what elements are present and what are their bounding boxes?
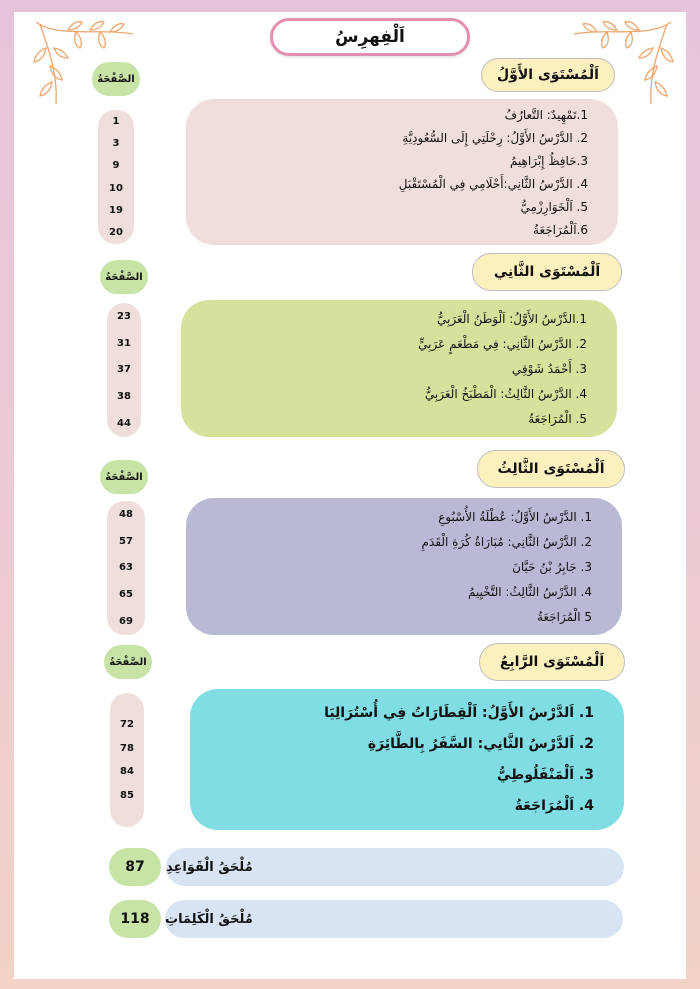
page-number: 31	[117, 337, 131, 349]
page-number: 72	[120, 719, 134, 731]
page-number: 85	[120, 789, 134, 801]
level-2-lessons	[181, 300, 617, 437]
page-number: 37	[117, 364, 131, 376]
lesson-item: 4. الدَّرْسُ الثَّالِثُ: الْمَطْبَخُ الْعَرَبِيُّ	[424, 386, 587, 401]
lesson-item: 5. اَلْخَوَارِزْمِيُّ	[520, 199, 588, 214]
lesson-item: 6.اَلْمُرَاجَعَةُ	[533, 222, 588, 237]
lesson-item: 1. الدَّرْسُ الأَوَّلُ: عُطْلَةُ الأُسْبُوعِ	[438, 509, 592, 524]
page-number: 84	[120, 766, 134, 778]
lesson-item: 2. اَلدَّرْسُ الثَّانِي: السَّفَرُ بِالطَّائِرَةِ	[367, 735, 594, 752]
level-4-page-numbers	[110, 693, 144, 827]
level-3-page-numbers	[107, 501, 145, 635]
lesson-item: 4. الدَّرْسُ الثَّانِي:أَحْلَامِي فِي الْمُسْتَقْبَلِ	[398, 176, 588, 191]
lesson-item: 4. الدَّرْسُ الثَّالِثُ: التَّخْيِيمُ	[468, 584, 592, 599]
lesson-item: 3. اَلْمَنْفَلُوطِيُّ	[496, 767, 594, 784]
lesson-item: 1.تَمْهِيدٌ: التَّعارُفُ	[504, 107, 588, 122]
page-number: 19	[109, 204, 123, 216]
page-title: اَلْفِهرِسُ	[270, 18, 470, 56]
lesson-item: 3. أَحْمَدُ شَوْقِي	[511, 361, 587, 376]
page-number: 63	[119, 562, 133, 574]
level-4-lessons	[190, 689, 624, 830]
appendix-vocabulary-page: 118	[109, 900, 161, 938]
index-page	[14, 12, 686, 979]
appendix-grammar-page: 87	[109, 848, 161, 886]
page-column-label-1: الصَّفْحَةُ	[92, 62, 140, 96]
page-number: 65	[119, 589, 133, 601]
level-2-heading: اَلْمُسْتَوَى الثَّانِي	[472, 253, 622, 291]
page-number: 48	[119, 508, 133, 520]
page-number: 69	[119, 616, 133, 628]
page-number: 23	[117, 310, 131, 322]
lesson-item: 2. الدَّرْسُ الثَّانِي: مُبَارَاةُ كُرَةِ الْقَدَمِ	[421, 534, 592, 549]
page-number: 78	[120, 742, 134, 754]
lesson-item: 3.حَافِظُ إِبْرَاهِيمُ	[509, 153, 588, 168]
appendix-vocabulary: مُلْحَقُ الْكَلِمَاتِ	[165, 900, 623, 938]
page-number: 20	[109, 227, 123, 239]
page-number: 9	[112, 160, 120, 172]
lesson-item: 5. الْمُرَاجَعَةُ	[528, 411, 587, 426]
page-number: 57	[119, 535, 133, 547]
level-1-page-numbers	[98, 110, 134, 244]
level-2-page-numbers	[107, 303, 141, 437]
page-number: 3	[112, 137, 120, 149]
lesson-item: 4. اَلْمُرَاجَعَةُ	[514, 798, 594, 815]
page-column-label-2: الصَّفْحَةُ	[100, 260, 148, 294]
lesson-item: 2. الدَّرْسُ الأَوَّلُ: رِحْلَتِي إِلَى السُّعُودِيَّةِ	[402, 130, 588, 145]
lesson-item: 1.الدَّرْسُ الأَوَّلُ: اَلْوَطَنُ الْعَرَبِيُّ	[437, 311, 587, 326]
page-number: 44	[117, 418, 131, 430]
level-4-heading: اَلْمُسْتَوَى الرَّابِعُ	[479, 643, 625, 681]
lesson-item: 2. الدَّرْسُ الثَّانِي: فِي مَطْعَمٍ عَرَبِيٍّ	[418, 336, 587, 351]
page-number: 1	[112, 115, 120, 127]
lesson-item: 1. اَلدَّرْسُ الأَوَّلُ: اَلْقِطَارَاتُ فِي أُسْتُرَالِيَا	[324, 704, 594, 721]
page-number: 10	[109, 182, 123, 194]
lesson-item: 3. جَابِرُ بْنُ حَيَّانَ	[512, 559, 592, 574]
page-number: 38	[117, 391, 131, 403]
lesson-item: 5 الْمُرَاجَعَةُ	[537, 609, 592, 624]
level-1-lessons	[186, 99, 618, 245]
level-3-lessons	[186, 498, 622, 635]
appendix-grammar: مُلْحَقُ الْقَوَاعِدِ	[166, 848, 624, 886]
level-1-heading: اَلْمُسْتَوَى الأَوَّلُ	[481, 58, 615, 92]
page-column-label-3: الصَّفْحَةُ	[100, 460, 148, 494]
level-3-heading: اَلْمُسْتَوَى الثَّالِثُ	[477, 450, 625, 488]
page-column-label-4: الصَّفْحَةُ	[104, 645, 152, 679]
